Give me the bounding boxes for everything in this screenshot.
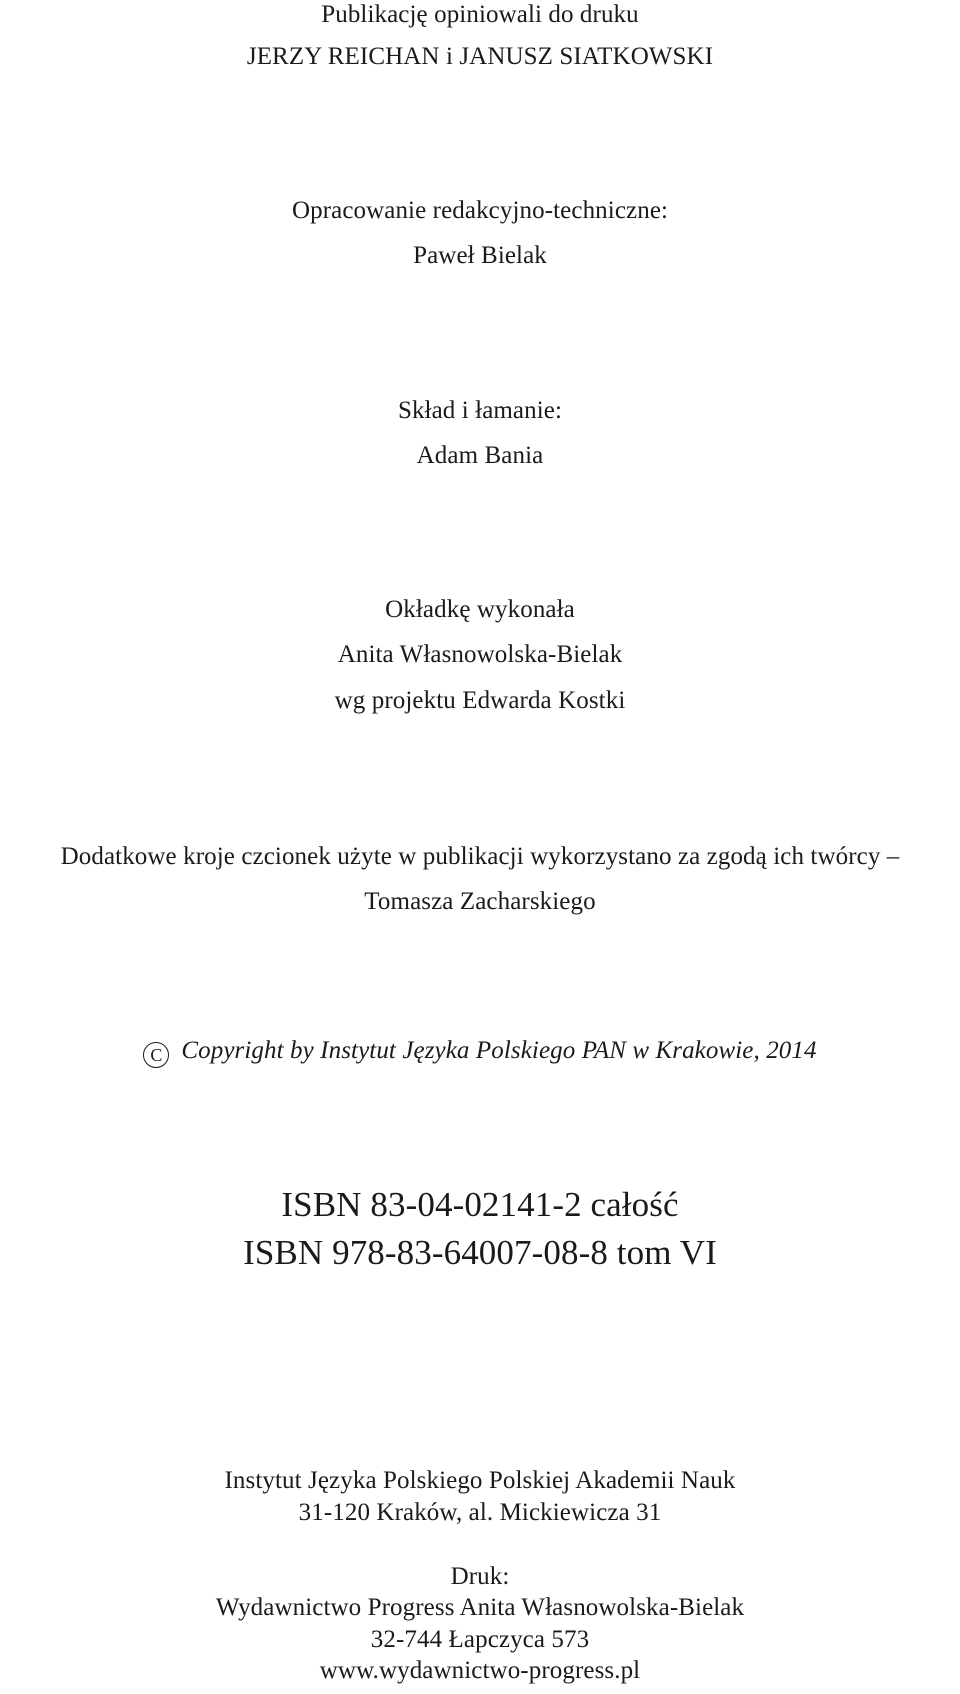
cover-label: Okładkę wykonała — [385, 596, 575, 623]
reviewers-names: JERZY REICHAN i JANUSZ SIATKOWSKI — [246, 43, 714, 70]
printer-address: 32-744 Łapczyca 573 — [370, 1626, 590, 1653]
copyright-text: Copyright by Instytut Języka Polskiego PAN w Krakowie, 2014 — [181, 1037, 817, 1064]
copyright-line — [0, 1036, 960, 1068]
fonts-note-line1: Dodatkowe kroje czcionek użyte w publikacji wykorzystano za zgodą ich twórcy – — [60, 843, 900, 870]
copyright-icon: C — [143, 1042, 169, 1068]
editorial-label: Opracowanie redakcyjno-techniczne: — [291, 197, 669, 224]
editorial-name: Paweł Bielak — [413, 242, 547, 269]
publisher-address: 31-120 Kraków, al. Mickiewicza 31 — [298, 1499, 662, 1526]
printer-website: www.wydawnictwo-progress.pl — [319, 1657, 641, 1684]
typesetting-name: Adam Bania — [416, 442, 544, 469]
cover-designer: Anita Własnowolska-Bielak — [337, 641, 623, 668]
cover-note: wg projektu Edwarda Kostki — [334, 687, 626, 714]
typesetting-label: Skład i łamanie: — [397, 397, 563, 424]
isbn-volume: ISBN 978-83-64007-08-8 tom VI — [243, 1233, 717, 1272]
isbn-set: ISBN 83-04-02141-2 całość — [281, 1185, 679, 1224]
publisher-name: Instytut Języka Polskiego Polskiej Akademii Nauk — [224, 1467, 736, 1494]
printer-name: Wydawnictwo Progress Anita Własnowolska-Bielak — [215, 1594, 745, 1621]
printer-label: Druk: — [450, 1563, 510, 1590]
reviewers-label: Publikację opiniowali do druku — [321, 1, 639, 28]
fonts-note-line2: Tomasza Zacharskiego — [364, 888, 596, 915]
